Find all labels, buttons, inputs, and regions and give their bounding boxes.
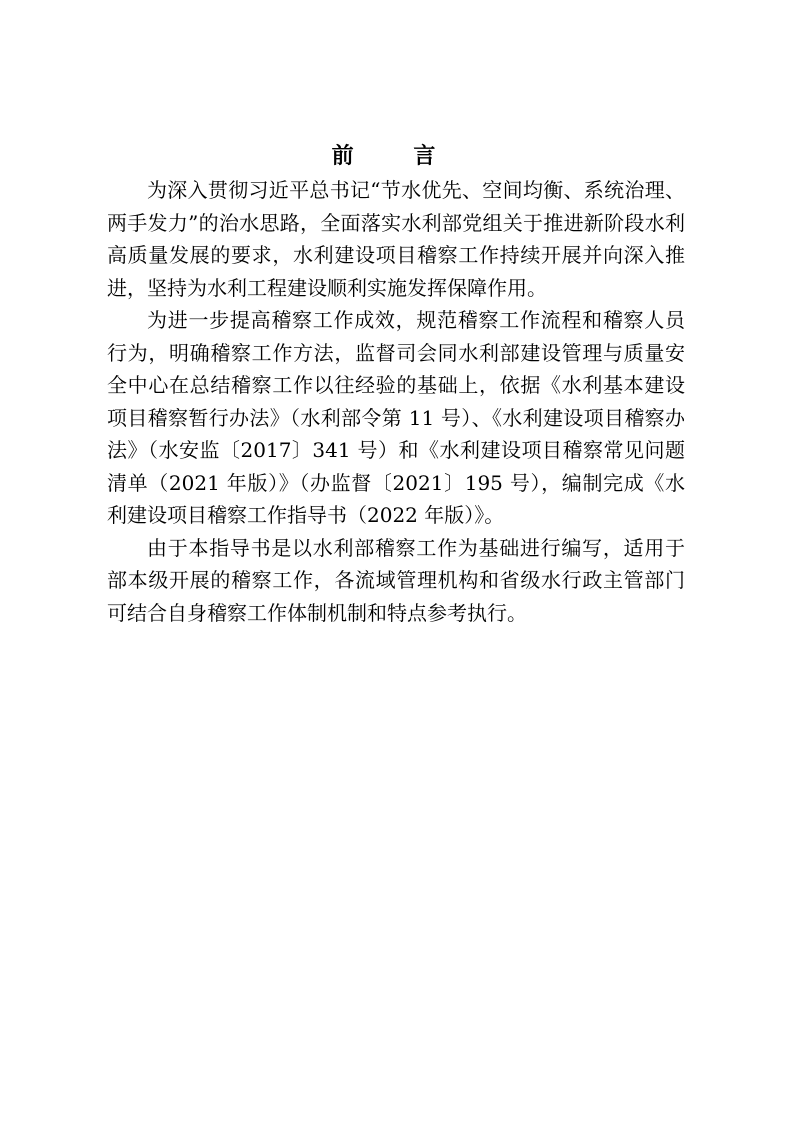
paragraph: 为深入贯彻习近平总书记“节水优先、空间均衡、系统治理、两手发力”的治水思路，全面落实水利部党组关于推进新阶段水利高质量发展的要求，水利建设项目稽察工作持续开展并向深入推进，坚持为水利工程建设顺利实施发挥保障作用。	[107, 178, 685, 300]
paragraph: 为进一步提高稽察工作成效，规范稽察工作流程和稽察人员行为，明确稽察工作方法，监督司会同水利部建设管理与质量安全中心在总结稽察工作以往经验的基础上，依据《水利基本建设项目稽察暂行办法》（水利部令第 11 号）、《水利建设项目稽察办法》（水安监〔2017〕341 号）和《水利建设项目稽察常见问题清单（2021 年版）》（办监督〔2021〕195 号），编制完成《水利建设项目稽察工作指导书（2022 年版）》。	[107, 308, 685, 527]
paragraph: 由于本指导书是以水利部稽察工作为基础进行编写，适用于部本级开展的稽察工作，各流域管理机构和省级水行政主管部门可结合自身稽察工作体制机制和特点参考执行。	[107, 535, 685, 625]
preface-body	[107, 174, 685, 629]
page-title: 前 言	[331, 143, 462, 169]
